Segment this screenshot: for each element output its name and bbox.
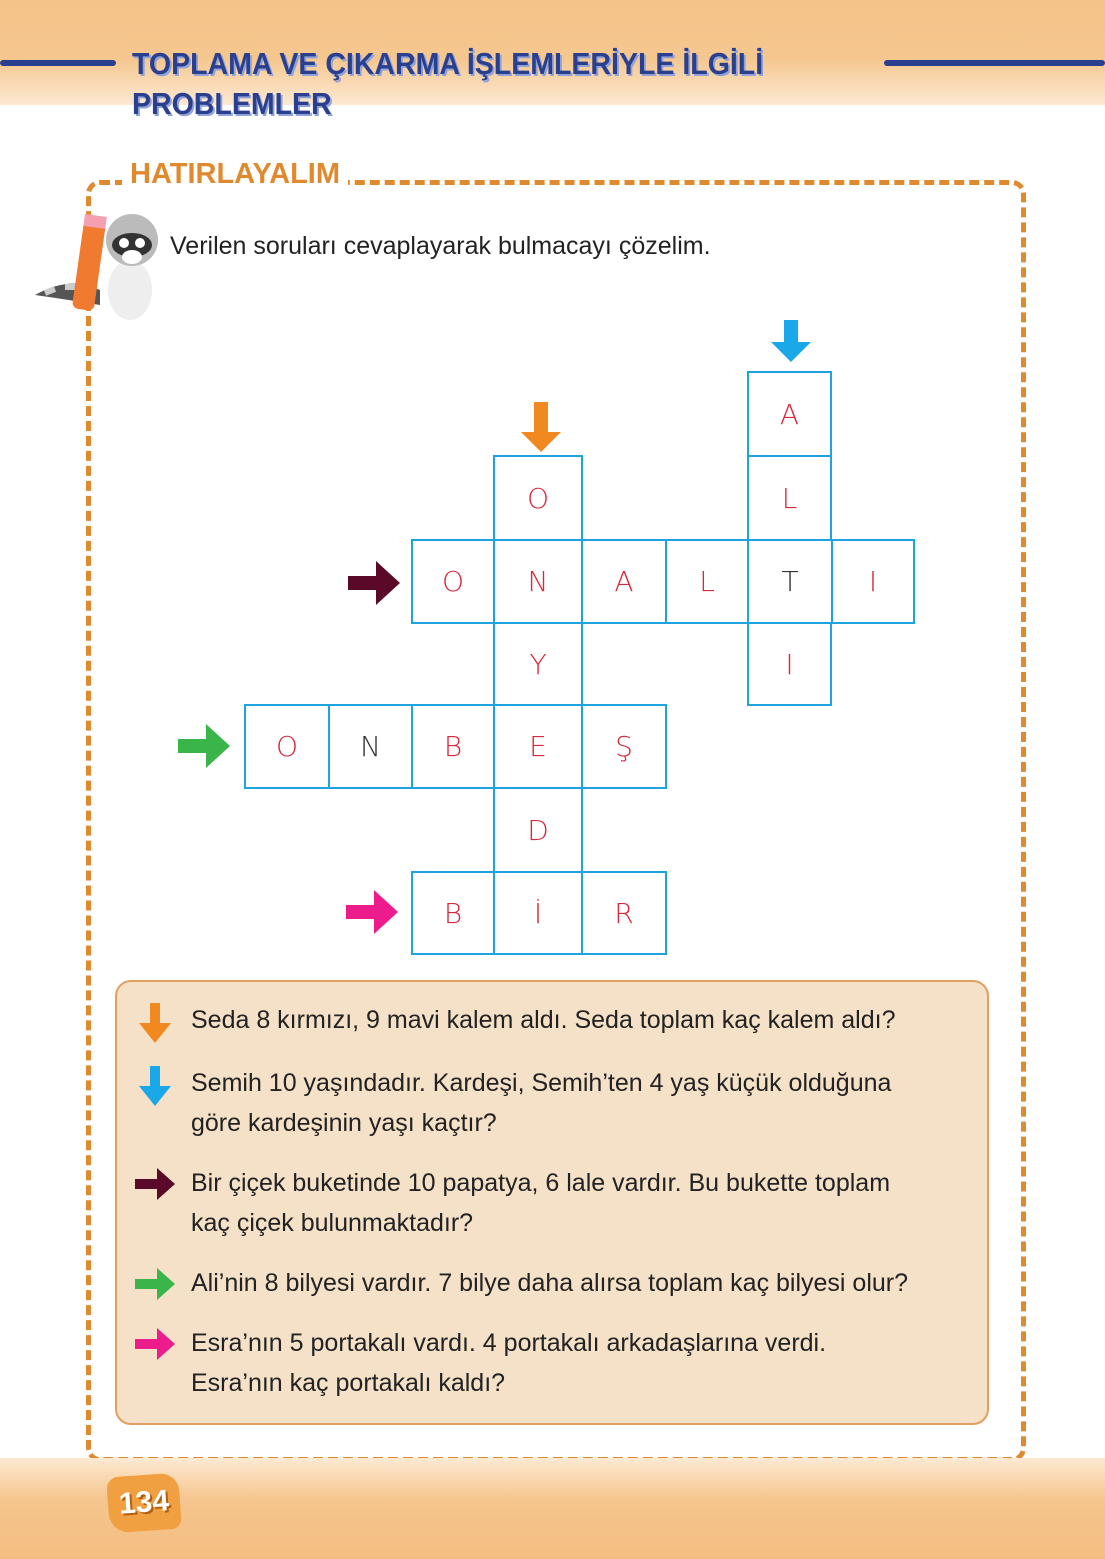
crossword-cell[interactable]: N: [328, 704, 413, 789]
crossword-cell[interactable]: R: [581, 871, 667, 955]
question-line: Semih 10 yaşındadır. Kardeşi, Semih’ten 4 yaş küçük olduğuna: [191, 1069, 892, 1097]
page-number: 134: [106, 1473, 182, 1534]
question-2: [133, 1063, 967, 1143]
question-text: [191, 1000, 967, 1040]
maroon-right-arrow-icon: [346, 558, 402, 608]
question-text: [191, 1163, 967, 1243]
crossword-cell[interactable]: B: [411, 871, 495, 955]
crossword-cell[interactable]: O: [411, 539, 495, 624]
crossword-cell[interactable]: I: [747, 622, 832, 706]
crossword-cell[interactable]: D: [493, 787, 583, 873]
questions-box: [115, 980, 989, 1425]
crossword-cell[interactable]: A: [581, 539, 667, 624]
crossword-cell[interactable]: İ: [493, 871, 583, 955]
maroon-right-arrow-icon: [133, 1166, 177, 1202]
header-rule-right: [884, 60, 1105, 66]
raccoon-mascot-icon: [30, 205, 165, 330]
question-line: Esra’nın 5 portakalı vardı. 4 portakalı arkadaşlarına verdi.: [191, 1329, 827, 1357]
pink-right-arrow-icon: [344, 888, 400, 936]
header-rule-left: [0, 60, 116, 66]
crossword-cell[interactable]: T: [747, 539, 833, 624]
instructions-text: Verilen soruları cevaplayarak bulmacayı çözelim.: [170, 232, 711, 260]
crossword-cell[interactable]: O: [244, 704, 330, 789]
question-text: [191, 1323, 967, 1403]
title-line-2: PROBLEMLER: [132, 86, 332, 121]
crossword-cell[interactable]: Y: [493, 622, 583, 706]
question-line: göre kardeşinin yaşı kaçtır?: [191, 1109, 497, 1137]
question-5: [133, 1323, 967, 1403]
question-line: kaç çiçek bulunmaktadır?: [191, 1209, 474, 1237]
section-title: HATIRLAYALIM: [122, 158, 348, 191]
green-right-arrow-icon: [176, 722, 232, 770]
crossword-cell[interactable]: E: [493, 704, 583, 789]
green-right-arrow-icon: [133, 1266, 177, 1302]
blue-down-arrow-icon: [768, 318, 814, 364]
question-text: [191, 1263, 967, 1303]
crossword-cell[interactable]: A: [747, 371, 832, 457]
question-text: [191, 1063, 967, 1143]
question-line: Esra’nın kaç portakalı kaldı?: [191, 1369, 506, 1397]
crossword-cell[interactable]: Ş: [581, 704, 667, 789]
question-line: Seda 8 kırmızı, 9 mavi kalem aldı. Seda toplam kaç kalem aldı?: [191, 1006, 896, 1034]
question-4: [133, 1263, 967, 1303]
orange-down-arrow-icon: [133, 1003, 177, 1043]
question-3: [133, 1163, 967, 1243]
title-line-1: TOPLAMA VE ÇIKARMA İŞLEMLERİYLE İLGİLİ: [132, 46, 764, 81]
crossword-cell[interactable]: B: [411, 704, 495, 789]
question-1: [133, 1000, 967, 1043]
page-title: [132, 44, 763, 124]
crossword-cell[interactable]: N: [493, 539, 583, 624]
pink-right-arrow-icon: [133, 1326, 177, 1362]
orange-down-arrow-icon: [518, 400, 564, 454]
question-line: Bir çiçek buketinde 10 papatya, 6 lale vardır. Bu bukette toplam: [191, 1169, 891, 1197]
question-line: Ali’nin 8 bilyesi vardır. 7 bilye daha alırsa toplam kaç bilyesi olur?: [191, 1269, 909, 1297]
blue-down-arrow-icon: [133, 1066, 177, 1106]
crossword-cell[interactable]: L: [665, 539, 749, 624]
crossword-cell[interactable]: L: [747, 455, 832, 541]
crossword-cell[interactable]: O: [493, 455, 583, 541]
crossword-cell[interactable]: I: [831, 539, 915, 624]
